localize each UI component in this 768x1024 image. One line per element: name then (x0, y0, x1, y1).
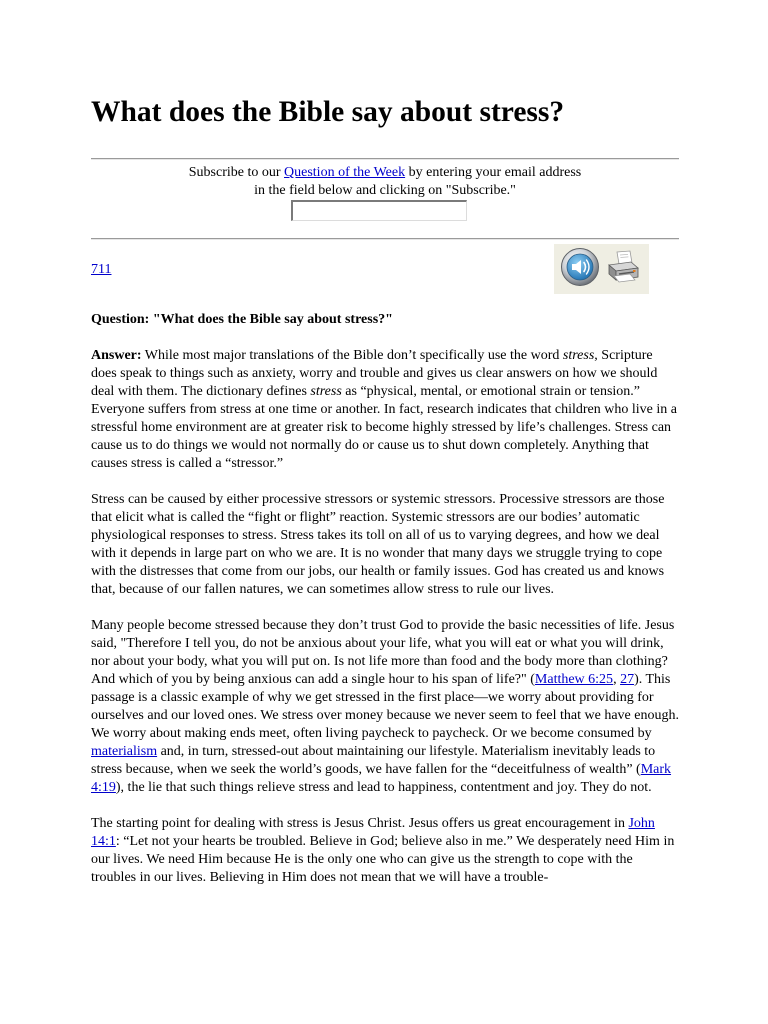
subscribe-line-2: in the field below and clicking on "Subscribe." (254, 183, 516, 198)
p3-separator: , (613, 672, 621, 687)
subscribe-line-1 (91, 164, 679, 182)
materialism-link[interactable]: materialism (91, 744, 158, 759)
speaker-icon[interactable] (560, 247, 600, 292)
top-divider (91, 158, 679, 160)
john-14-1-link[interactable]: John 14:1 (91, 816, 655, 849)
answer-label: Answer: (91, 348, 142, 363)
p3-text-c: and, in turn, stressed-out about maintaining our lifestyle. Materialism inevitably leads to stress because, when we seek the world’s goods, we have fallen for the “deceitfulness of wealth” ( (91, 744, 656, 777)
p1-emphasis-2: stress (310, 384, 342, 399)
audio-print-toolbar (554, 244, 649, 294)
email-field[interactable] (291, 200, 467, 221)
verse-27-link[interactable]: 27 (620, 672, 635, 687)
p3-text-b: ). This passage is a classic example of why we get stressed in the first place—we worry about providing for ourselves and our loved ones. We stress over money because we never seem to feel that we have enough. We worry about making ends meet, often living paycheck to paycheck. Or we become consumed by (91, 672, 679, 741)
page-title: What does the Bible say about stress? (91, 96, 565, 128)
question-heading: Question: "What does the Bible say about stress?" (91, 312, 393, 327)
question-id-link[interactable]: 711 (91, 262, 112, 277)
p1-text-b: , Scripture does speak to things such as anxiety, worry and trouble and gives us clear answers on how we should deal with them. The dictionary defines (91, 348, 658, 399)
subscribe-box (91, 164, 679, 200)
answer-paragraph-2: Stress can be caused by either processive stressors or systemic stressors. Processive stressors are those that elicit what is called the “fight or flight” reaction. Systemic stressors are our bodies’ automatic physiological responses to stress. Stress takes its toll on all of us to varying degrees, and how we deal with it depends in large part on who we are. It is no wonder that many days we struggle trying to cope with the distresses that come from our jobs, our health or family issues. God has created us and knows that, because of our fallen natures, we can sometimes allow stress to rule our lives. (91, 492, 665, 597)
mark-4-19-link[interactable]: Mark 4:19 (91, 762, 672, 795)
p3-text-d: ), the lie that such things relieve stress and lead to happiness, contentment and joy. They do not. (115, 780, 652, 795)
answer-paragraph-3 (91, 617, 679, 797)
p1-text-a: While most major translations of the Bible don’t specifically use the word (141, 348, 563, 363)
p4-text-a: The starting point for dealing with stress is Jesus Christ. Jesus offers us great encouragement in (91, 816, 629, 831)
article-body (91, 311, 679, 905)
bottom-divider (91, 238, 679, 240)
answer-paragraph-1 (91, 347, 679, 473)
p1-text-c: as “physical, mental, or emotional strain or tension.” Everyone suffers from stress at one time or another. In fact, research indicates that children who live in a stressful home environment are at greater risk to become highly stressed by life’s challenges. Stress can cause us to do things we would not normally do or cause us to shut down completely. Anything that causes stress is called a “stressor.” (91, 384, 677, 471)
p3-text-a: Many people become stressed because they don’t trust God to provide the basic necessities of life. Jesus said, "Therefore I tell you, do not be anxious about your life, what you will eat or what you will drink, nor about your body, what you will put on. Is not life more than food and the body more than clothing? And which of you by being anxious can add a single hour to his span of life?" ( (91, 618, 675, 687)
matthew-6-25-link[interactable]: Matthew 6:25 (534, 672, 614, 687)
question-of-the-week-link[interactable]: Question of the Week (284, 165, 406, 180)
p4-text-b: : “Let not your hearts be troubled. Believe in God; believe also in me.” We desperately need Him in our lives. We need Him because He is the only one who can give us the strength to cope with the troubles in our lives. Believing in Him does not mean that we will have a trouble- (91, 834, 675, 885)
printer-icon[interactable] (605, 249, 641, 290)
p1-emphasis-1: stress (562, 348, 595, 363)
answer-paragraph-4 (91, 815, 679, 887)
subscribe-text-after: by entering your email address (405, 165, 582, 180)
subscribe-text-before: Subscribe to our (188, 165, 285, 180)
